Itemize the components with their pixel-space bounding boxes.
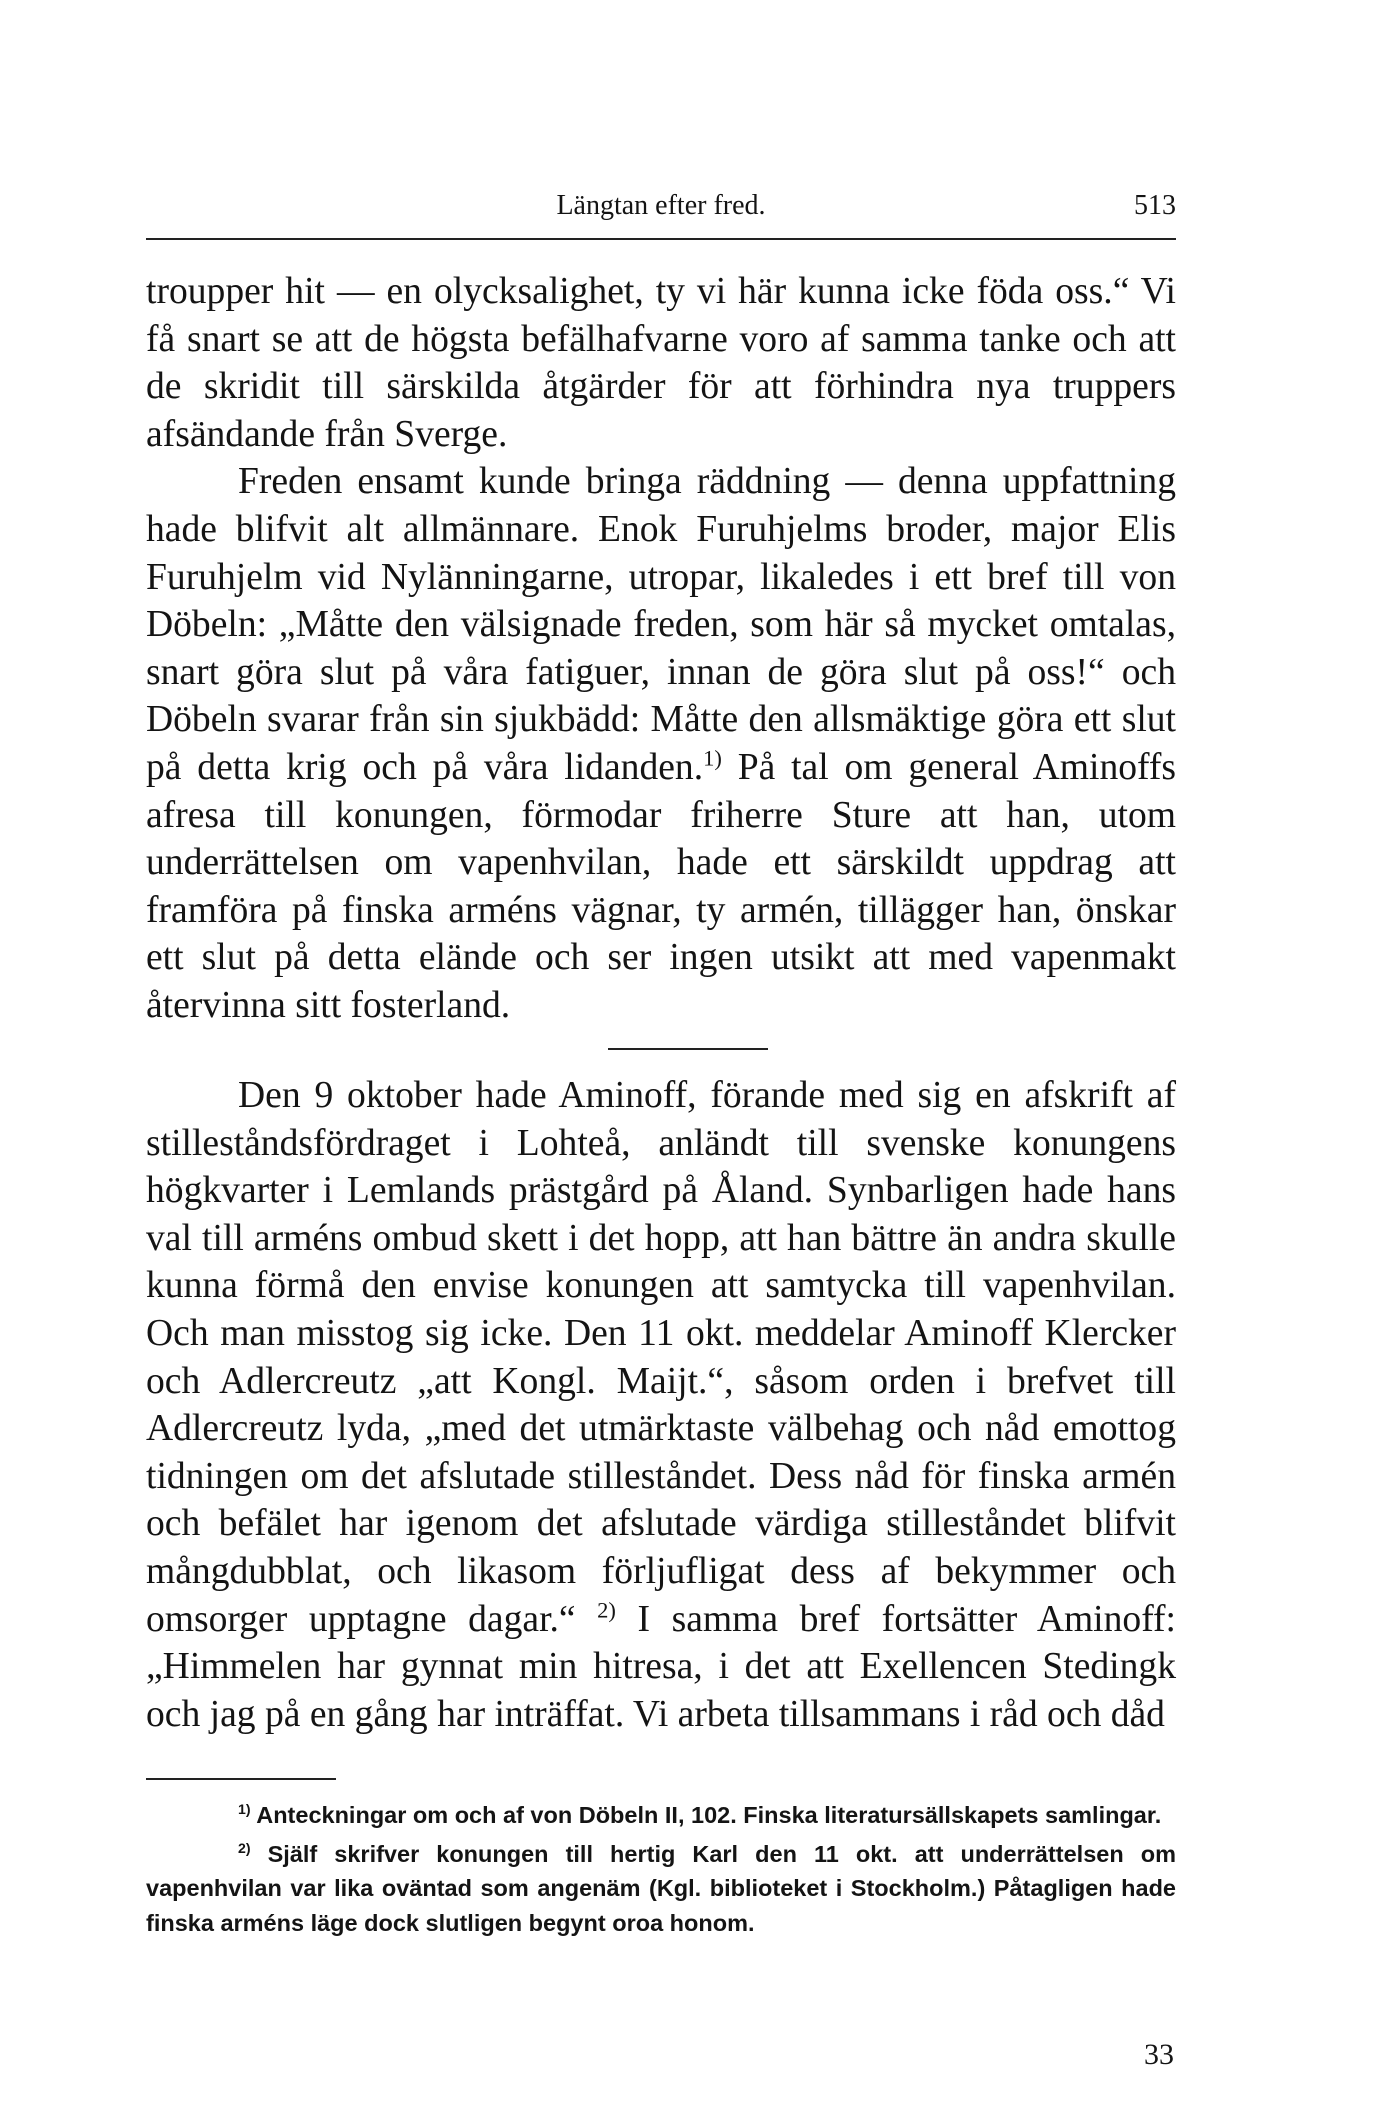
paragraph-3-text: På tal om general Aminoffs afresa till konungen, förmodar friherre Sture att han, utom underrättelsen om vapenhvilan, hade ett särskildt uppdrag att framföra på finska arméns vägnar, ty armén, tillägger han, önskar ett slut på detta elände och ser ingen utsikt att med vapenmakt återvinna sitt fosterland.: [146, 746, 1176, 1026]
running-head-title: Längtan efter fred.: [556, 190, 766, 221]
paragraph-2: [146, 458, 1176, 1029]
footnote-ref-1: 1): [703, 745, 722, 771]
footnote-2-marker: 2): [238, 1839, 251, 1856]
footnote-1-marker: 1): [238, 1801, 251, 1818]
signature-mark: 33: [1144, 2038, 1174, 2071]
footnote-1: [146, 1798, 1176, 1833]
paragraph-2-text: Freden ensamt kunde bringa räddning — denna uppfattning hade blifvit alt allmännare. Enok Furuhjelms broder, major Elis Furuhjelm vid Nylänningarne, utropar, likaledes i ett bref till von Döbeln: „Måtte den välsignade freden, som här så mycket omtalas, snart göra slut på våra fatiguer, innan de göra slut på oss!“ och Döbeln svarar från sin sjukbädd: Måtte den allsmäktige göra ett slut på detta krig och på våra lidanden.: [146, 461, 1176, 788]
page-number: 513: [1134, 190, 1176, 221]
footnote-2: [146, 1837, 1176, 1941]
footnote-1-text: Anteckningar om och af von Döbeln II, 102. Finska literatursällskapets samlingar.: [256, 1802, 1162, 1828]
running-head: [146, 190, 1176, 226]
body-section-1: [146, 268, 1176, 1030]
footnotes: [146, 1798, 1176, 1944]
paragraph-4-text-b: I samma bref fortsätter Aminoff: „Himmelen har gynnat min hitresa, i det att Exellencen Stedingk och jag på en gång har inträffat. Vi arbeta tillsammans i råd och dåd: [146, 1598, 1176, 1735]
footnote-rule: [146, 1778, 336, 1780]
header-rule: [146, 238, 1176, 240]
paragraph-4: [146, 1072, 1176, 1738]
body-section-2: [146, 1072, 1176, 1738]
footnote-ref-2: 2): [597, 1597, 616, 1622]
footnote-2-text: Själf skrifver konungen till hertig Karl den 11 okt. att underrättelsen om vapenhvilan var lika oväntad som angenäm (Kgl. biblioteket i Stockholm.) Påtagligen hade finska arméns läge dock slutligen begynt oroa honom.: [146, 1840, 1177, 1936]
paragraph-1: troupper hit — en olycksalighet, ty vi här kunna icke föda oss.“ Vi få snart se att de högsta befälhafvarne voro af samma tanke och att de skridit till särskilda åtgärder för att förhindra nya truppers afsändande från Sverge.: [146, 271, 1176, 455]
paragraph-4-text-a: Den 9 oktober hade Aminoff, förande med sig en afskrift af stilleståndsfördraget i Lohteå, anländt till svenske konungens högkvarter i Lemlands prästgård på Åland. Synbarligen hade hans val till arméns ombud skett i det hopp, att han bättre än andra skulle kunna förmå den envise konungen att samtycka till vapenhvilan. Och man misstog sig icke. Den 11 okt. meddelar Aminoff Klercker och Adlercreutz „att Kongl. Maijt.“, såsom orden i brefvet till Adlercreutz lyda, „med det utmärktaste välbehag och nåd emottog tidningen om det afslutade stilleståndet. Dess nåd för finska armén och befälet har igenom det afslutade värdiga stilleståndet blifvit mångdubblat, och likasom förljufligat dess af bekymmer och omsorger upptagne dagar.“: [146, 1075, 1176, 1640]
section-divider: [608, 1048, 768, 1050]
